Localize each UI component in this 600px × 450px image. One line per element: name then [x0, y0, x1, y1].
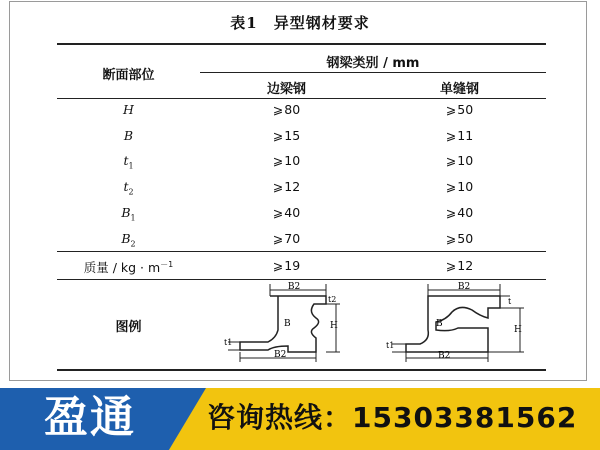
ge-symbol: ⩾: [445, 102, 457, 117]
row-symbol-letter: B: [121, 231, 131, 246]
mass-value-edge: [200, 258, 373, 273]
dim-b2-bottom: B2: [438, 351, 451, 361]
ge-symbol: ⩾: [445, 231, 457, 246]
row-symbol-letter: B: [123, 128, 134, 143]
row-value-edge: [200, 102, 373, 117]
row-symbol: [57, 231, 200, 249]
row-symbol-subscript: 1: [128, 161, 134, 171]
column-header-edge-beam: 边梁钢: [266, 82, 306, 97]
row-value: 10: [457, 153, 474, 168]
hotline: [207, 398, 577, 438]
row-value-seam: [373, 102, 546, 117]
ge-symbol: ⩾: [272, 179, 284, 194]
row-value: 50: [457, 231, 474, 246]
ge-symbol: ⩾: [272, 153, 284, 168]
ge-symbol: ⩾: [445, 205, 457, 220]
dim-b2-bottom: B2: [274, 350, 287, 360]
row-symbol: [57, 102, 200, 120]
row-symbol: [57, 153, 200, 171]
row-value-seam: [373, 179, 546, 194]
dim-t: t: [508, 297, 512, 306]
row-value-edge: [200, 128, 373, 143]
ge-symbol: ⩾: [445, 153, 457, 168]
row-symbol: [57, 205, 200, 223]
contact-banner: [0, 388, 600, 450]
mass-label-text: 质量 / kg · m: [83, 260, 161, 275]
row-value-seam: [373, 205, 546, 220]
row-value: 40: [457, 205, 474, 220]
row-value: 10: [284, 153, 301, 168]
figure-label: 图例: [115, 320, 142, 335]
header-bottom-rule: [57, 98, 546, 99]
ge-symbol: ⩾: [272, 205, 284, 220]
section-column-header: 断面部位: [102, 68, 155, 83]
dim-h: H: [330, 321, 338, 331]
dim-t2: t2: [328, 295, 337, 304]
row-value: 11: [457, 128, 474, 143]
mass-value-2: 12: [457, 258, 474, 273]
row-symbol: [57, 179, 200, 197]
row-value: 15: [284, 128, 301, 143]
dim-b2-top: B2: [457, 282, 471, 292]
subheader-rule: [200, 72, 546, 73]
dim-b2-top: B2: [287, 282, 301, 292]
ge-symbol: ⩾: [272, 102, 284, 117]
row-symbol-subscript: 2: [128, 187, 134, 197]
figure-top-rule: [57, 279, 546, 280]
mass-exponent: －1: [160, 259, 174, 269]
row-value: 10: [457, 179, 474, 194]
row-value-edge: [200, 179, 373, 194]
hotline-label: 咨询热线：: [207, 401, 353, 434]
row-value-seam: [373, 128, 546, 143]
row-symbol-subscript: 1: [130, 213, 136, 223]
row-symbol-subscript: 2: [130, 239, 136, 249]
row-symbol-letter: t: [123, 153, 129, 168]
dim-t1: t1: [224, 338, 233, 347]
bottom-rule: [57, 369, 546, 371]
mass-label: [57, 258, 200, 276]
ge-symbol: ⩾: [272, 231, 284, 246]
row-value-edge: [200, 205, 373, 220]
dim-h: H: [514, 325, 522, 335]
row-value-edge: [200, 231, 373, 246]
row-symbol-letter: H: [123, 102, 134, 117]
row-symbol-letter: t: [123, 179, 129, 194]
dim-b: B: [284, 319, 291, 329]
brand-name: 盈通: [44, 392, 136, 443]
top-rule: [57, 43, 546, 45]
edge-beam-section-drawing: [222, 282, 362, 368]
row-value: 80: [284, 102, 301, 117]
row-value: 70: [284, 231, 301, 246]
row-symbol: [57, 128, 200, 146]
row-value: 50: [457, 102, 474, 117]
dim-t1: t1: [386, 341, 395, 350]
table-title: 表1 异型钢材要求: [230, 14, 370, 32]
row-value-seam: [373, 153, 546, 168]
mass-value-1: 19: [284, 258, 301, 273]
column-header-single-seam: 单缝钢: [439, 82, 479, 97]
row-value-edge: [200, 153, 373, 168]
row-symbol-letter: B: [121, 205, 131, 220]
hotline-phone: 15303381562: [352, 401, 578, 434]
ge-symbol: ⩾: [272, 258, 284, 273]
row-value-seam: [373, 231, 546, 246]
mass-value-seam: [373, 258, 546, 273]
ge-symbol: ⩾: [445, 128, 457, 143]
ge-symbol: ⩾: [445, 179, 457, 194]
row-value: 12: [284, 179, 301, 194]
ge-symbol: ⩾: [272, 128, 284, 143]
ge-symbol: ⩾: [445, 258, 457, 273]
row-value: 40: [284, 205, 301, 220]
group-header: 钢梁类别 / mm: [326, 56, 420, 71]
single-seam-section-drawing: [384, 282, 534, 368]
dim-b: B: [436, 319, 443, 329]
mass-top-rule: [57, 251, 546, 252]
